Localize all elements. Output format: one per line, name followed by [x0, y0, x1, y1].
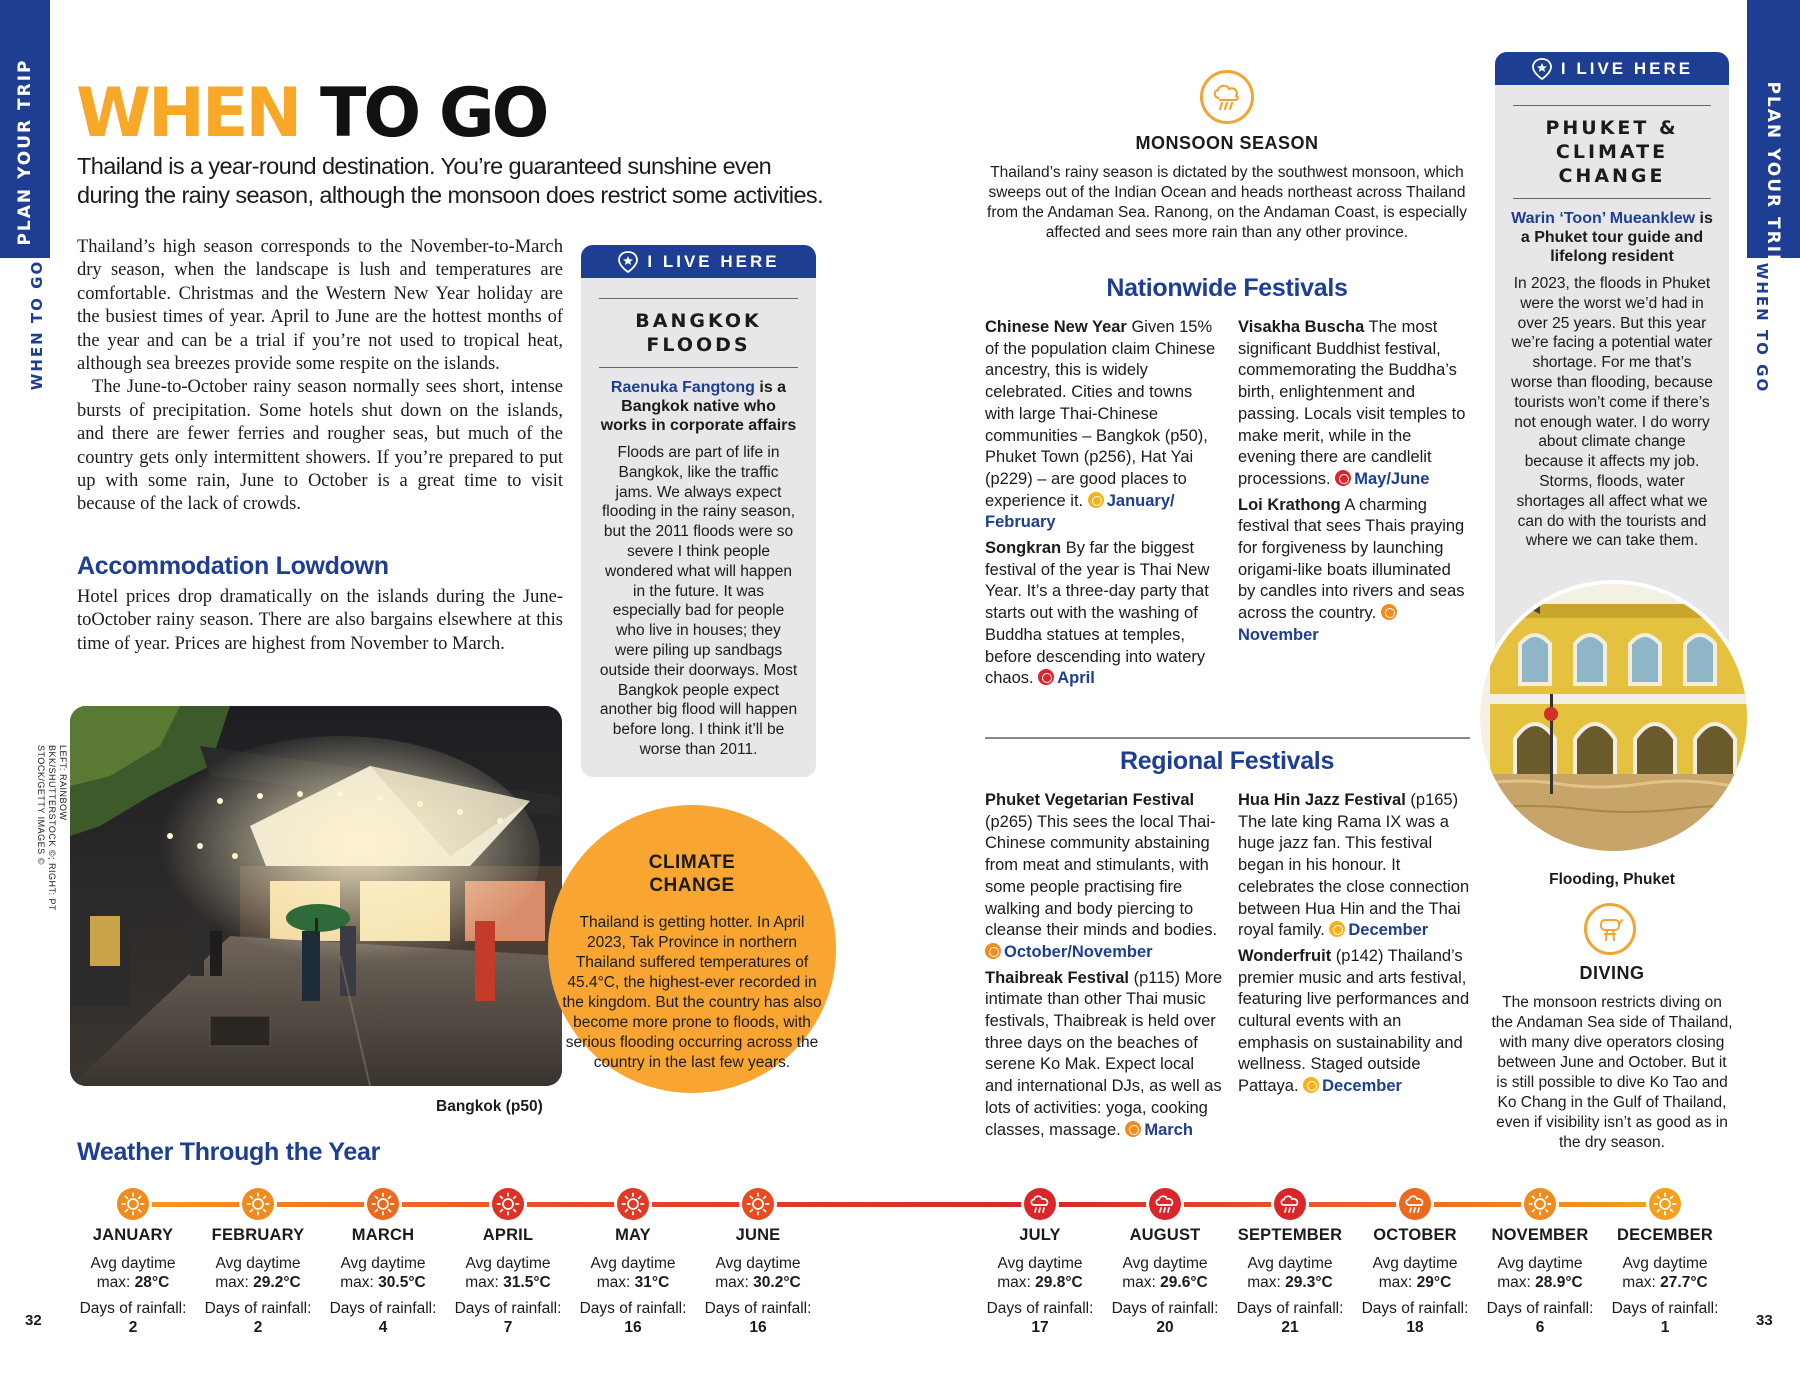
- bangkok-floods-box: [581, 245, 816, 777]
- weather-rain-icon: [1024, 1188, 1056, 1220]
- weather-max: [1100, 1273, 1230, 1292]
- festival-month: October/November: [1004, 942, 1153, 961]
- phuket-box-title-line3: CHANGE: [1558, 165, 1666, 187]
- phuket-box-title-line2: CLIMATE: [1555, 141, 1669, 163]
- bangkok-box-title-line1: BANGKOK: [635, 310, 762, 332]
- weather-max-temp: 30.2°C: [753, 1274, 801, 1291]
- weather-sun-icon: [742, 1188, 774, 1220]
- weather-avg-label: Avg daytime: [1497, 1255, 1583, 1272]
- weather-max: [975, 1273, 1105, 1292]
- body-text: [77, 236, 563, 517]
- page-title: [76, 74, 546, 154]
- weather-month-name: SEPTEMBER: [1237, 1226, 1343, 1244]
- festival-entry: [1238, 317, 1470, 491]
- festival-name: Wonderfruit: [1238, 946, 1332, 965]
- regional-col-right: [1238, 790, 1470, 1102]
- weather-max: [318, 1273, 448, 1292]
- bangkok-box-person-desc: is a Bangkok native who works in corporate affairs: [600, 379, 797, 434]
- festival-month: May/June: [1354, 469, 1430, 488]
- weather-rain-days: 1: [1660, 1319, 1670, 1336]
- weather-month-september: [1225, 1226, 1355, 1337]
- page-number-right: 33: [1756, 1312, 1773, 1329]
- weather-rain-days: 7: [503, 1319, 513, 1336]
- festival-month: April: [1057, 669, 1095, 688]
- weather-max-label: max:: [715, 1274, 754, 1291]
- weather-avg-label: Avg daytime: [715, 1255, 801, 1272]
- weather-month-name: JANUARY: [92, 1226, 174, 1244]
- weather-rain-icon: [1399, 1188, 1431, 1220]
- festival-name: Phuket Vegetarian Festival: [985, 791, 1195, 809]
- weather-max: [1475, 1273, 1605, 1292]
- climate-circle-title-line2: CHANGE: [649, 875, 735, 896]
- bangkok-box-header: [581, 245, 816, 278]
- sun-icon: [621, 1192, 645, 1216]
- weather-rain-label: Days of rainfall:: [454, 1300, 562, 1317]
- regional-heading: Regional Festivals: [1119, 747, 1335, 775]
- accommodation-heading: Accommodation Lowdown: [77, 552, 389, 580]
- weather-rain-days: 17: [1031, 1319, 1049, 1336]
- weather-rain-label: Days of rainfall:: [1486, 1300, 1594, 1317]
- photo-caption-bangkok: Bangkok (p50): [436, 1098, 543, 1115]
- bangkok-box-person: [581, 378, 816, 435]
- festival-sun-icon: [1303, 1077, 1319, 1093]
- festival-entry: [1238, 946, 1470, 1098]
- weather-month-april: [443, 1226, 573, 1337]
- festival-text: (p265) This sees the local Thai-Chinese community abstaining from meat and stimulants, with some people practising fire walking and body piercing to cleanse their minds and bodies.: [985, 812, 1218, 940]
- side-tab-left-label: PLAN YOUR TRIP: [15, 58, 35, 246]
- weather-month-february: [193, 1226, 323, 1337]
- weather-month-name: NOVEMBER: [1491, 1226, 1589, 1244]
- photo-credit: LEFT: RAINBOW BKK/SHUTTERSTOCK ©; RIGHT: PT STOCK/GETTY IMAGES ©: [36, 745, 68, 911]
- weather-max-label: max:: [1497, 1274, 1536, 1291]
- weather-max-temp: 28°C: [134, 1274, 170, 1291]
- intro-text: Thailand is a year-round destination. You’re guaranteed sunshine even during the rainy season, although the monsoon does restrict some activities.: [77, 153, 823, 208]
- phuket-box-quote: In 2023, the floods in Phuket were the worst we’d had in over 25 years. But this year we’re facing a potential water shortage. For me that’s worse than flooding, because tourists won’t come if there’s not enough water. I do worry about climate change because it affects my job. Storms, floods, water shortages all affect what we can do with the tourists and where we can take them.: [1511, 275, 1713, 550]
- weather-rain-label: Days of rainfall:: [1111, 1300, 1219, 1317]
- sun-icon: [1528, 1192, 1552, 1216]
- diving-icon: [1584, 903, 1636, 955]
- weather-max: [1600, 1273, 1730, 1292]
- weather-sun-icon: [492, 1188, 524, 1220]
- weather-max: [693, 1273, 823, 1292]
- weather-month-name: FEBRUARY: [211, 1226, 305, 1244]
- weather-max-label: max:: [1122, 1274, 1161, 1291]
- weather-rain-days: 2: [253, 1319, 263, 1336]
- nationwide-col-left: [985, 317, 1225, 694]
- bangkok-box-person-name: Raenuka Fangtong: [610, 379, 755, 396]
- weather-max: [1225, 1273, 1355, 1292]
- nationwide-col-right: [1238, 317, 1470, 651]
- photo-caption-phuket: Flooding, Phuket: [1549, 871, 1675, 888]
- weather-sun-icon: [117, 1188, 149, 1220]
- festival-month: March: [1144, 1120, 1193, 1139]
- weather-max-label: max:: [1622, 1274, 1661, 1291]
- festival-text: (p165) The late king Rama IX was a huge jazz fan. This festival began in his honour. It celebrates the close connection between Hua Hin and the Thai royal family.: [1238, 791, 1470, 940]
- weather-rain-icon: [1149, 1188, 1181, 1220]
- festival-month: January/ February: [985, 491, 1175, 532]
- weather-month-name: OCTOBER: [1373, 1226, 1457, 1244]
- sun-icon: [746, 1192, 770, 1216]
- monsoon-title: MONSOON SEASON: [1135, 133, 1319, 153]
- section-divider: [985, 737, 1470, 739]
- weather-avg-label: Avg daytime: [1622, 1255, 1708, 1272]
- bangkok-market-illustration: [70, 706, 562, 1086]
- rain-cloud-icon: [1153, 1192, 1177, 1216]
- bangkok-photo: [70, 706, 562, 1086]
- weather-max-temp: 29.2°C: [253, 1274, 301, 1291]
- weather-month-name: MAY: [615, 1226, 651, 1244]
- weather-max-temp: 31.5°C: [503, 1274, 551, 1291]
- weather-month-october: [1350, 1226, 1480, 1337]
- page-number-left: 32: [25, 1312, 42, 1329]
- side-tab-right-sublabel: WHEN TO GO: [1753, 262, 1771, 394]
- festival-text: The most significant Buddhist festival, commemorating the Buddha’s birth, enlightenment and passing. Locals visit temples to make merit, while in the evening there are candlelit processions.: [1238, 318, 1466, 488]
- phuket-flood-photo: [1476, 580, 1751, 855]
- weather-max-label: max:: [465, 1274, 504, 1291]
- weather-avg-label: Avg daytime: [1247, 1255, 1333, 1272]
- climate-change-circle: [548, 805, 836, 1093]
- sun-icon: [1653, 1192, 1677, 1216]
- weather-max-label: max:: [340, 1274, 379, 1291]
- weather-rain-days: 21: [1281, 1319, 1299, 1336]
- rain-cloud-icon: [1403, 1192, 1427, 1216]
- festival-text: Given 15% of the population claim Chinese ancestry, this is widely celebrated. Cities and towns with large Thai-Chinese communities – Bangkok (p50), Phuket Town (p256), Hat Yai (p229) – are good places to experience it.: [985, 318, 1216, 510]
- weather-max: [68, 1273, 198, 1292]
- weather-heading: Weather Through the Year: [77, 1138, 381, 1166]
- weather-rain-label: Days of rainfall:: [704, 1300, 812, 1317]
- weather-max-label: max:: [215, 1274, 254, 1291]
- sun-icon: [246, 1192, 270, 1216]
- festival-sun-icon: [1038, 669, 1054, 685]
- weather-month-january: [68, 1226, 198, 1337]
- festival-text: By far the biggest festival of the year is Thai New Year. It’s a three-day party that starts out with the washing of Buddha statues at temples, before descending into watery chaos.: [985, 539, 1210, 688]
- sun-icon: [121, 1192, 145, 1216]
- festival-sun-icon: [1088, 492, 1104, 508]
- weather-rain-days: 2: [128, 1319, 138, 1336]
- phuket-box-title-line1: PHUKET &: [1545, 117, 1679, 139]
- weather-avg-label: Avg daytime: [1122, 1255, 1208, 1272]
- festival-name: Songkran: [985, 539, 1062, 558]
- festival-entry: [985, 538, 1225, 690]
- weather-month-name: JULY: [1019, 1226, 1061, 1244]
- phuket-box-header-label: I LIVE HERE: [1560, 58, 1694, 78]
- diver-icon: [1595, 914, 1625, 944]
- nationwide-heading: Nationwide Festivals: [1106, 274, 1348, 302]
- weather-max: [443, 1273, 573, 1292]
- weather-month-december: [1600, 1226, 1730, 1337]
- weather-rain-label: Days of rainfall:: [1361, 1300, 1469, 1317]
- weather-max-label: max:: [96, 1274, 135, 1291]
- weather-avg-label: Avg daytime: [90, 1255, 176, 1272]
- weather-month-name: MARCH: [351, 1226, 415, 1244]
- festival-text: (p142) Thailand’s premier music and arts festival, featuring live performances and cultural events with an emphasis on sustainability and wellness. Staged outside Pattaya.: [1238, 946, 1470, 1096]
- weather-max-temp: 29.8°C: [1035, 1274, 1083, 1291]
- weather-sun-icon: [367, 1188, 399, 1220]
- festival-name: Chinese New Year: [985, 318, 1127, 336]
- weather-month-november: [1475, 1226, 1605, 1337]
- phuket-climate-box: [1495, 52, 1729, 672]
- diving-text: The monsoon restricts diving on the Andaman Sea side of Thailand, with many dive operators closing between June and October. But it is still possible to dive Ko Tao and Ko Chang in the Gulf of Thailand, even if visibility isn’t as good as in the dry season.: [1491, 994, 1733, 1151]
- weather-sun-icon: [1649, 1188, 1681, 1220]
- regional-col-left: [985, 790, 1225, 1145]
- festival-name: Visakha Buscha: [1238, 318, 1365, 336]
- body-paragraph: The June-to-October rainy season normally sees short, intense bursts of precipitation. Some hotels shut down on the islands, and there are fewer ferries and rougher seas, but much of the country gets only intermittent showers. If you’re prepared to put up with some rain, June to October is a great time to visit because of the lack of crowds.: [77, 377, 563, 515]
- weather-avg-label: Avg daytime: [340, 1255, 426, 1272]
- weather-avg-label: Avg daytime: [465, 1255, 551, 1272]
- weather-max: [568, 1273, 698, 1292]
- festival-name: Loi Krathong: [1238, 495, 1341, 514]
- diving-title: DIVING: [1579, 963, 1645, 983]
- weather-avg-label: Avg daytime: [590, 1255, 676, 1272]
- weather-rain-label: Days of rainfall:: [579, 1300, 687, 1317]
- side-tab-left-sublabel: WHEN TO GO: [28, 259, 46, 391]
- sun-icon: [371, 1192, 395, 1216]
- weather-rain-icon: [1274, 1188, 1306, 1220]
- weather-rain-label: Days of rainfall:: [329, 1300, 437, 1317]
- weather-max-temp: 29°C: [1416, 1274, 1452, 1291]
- weather-max-temp: 28.9°C: [1535, 1274, 1583, 1291]
- weather-rain-label: Days of rainfall:: [986, 1300, 1094, 1317]
- weather-avg-label: Avg daytime: [215, 1255, 301, 1272]
- festival-entry: [1238, 790, 1470, 942]
- festival-month: December: [1322, 1077, 1402, 1096]
- body-paragraph: Thailand’s high season corresponds to the November-to-March dry season, when the landscape is lush and temperatures are comfortable. Christmas and the Western New Year holiday are the busiest times of year. April to June are the hottest months of the year and can be a trial if you’re not used to tropical heat, although sea breezes provide some respite on the islands.: [77, 237, 563, 375]
- monsoon-text: Thailand’s rainy season is dictated by the southwest monsoon, which sweeps out of the Indian Ocean and heads northeast across Thailand from the Andaman Sea. Ranong, on the Andaman Coast, is especially affected and sees more rain than any other province.: [987, 164, 1467, 241]
- weather-avg-label: Avg daytime: [1372, 1255, 1458, 1272]
- weather-max-label: max:: [596, 1274, 635, 1291]
- weather-rain-days: 18: [1406, 1319, 1424, 1336]
- weather-month-name: AUGUST: [1129, 1226, 1201, 1244]
- weather-sun-icon: [1524, 1188, 1556, 1220]
- festival-month: November: [1238, 625, 1319, 644]
- weather-max: [193, 1273, 323, 1292]
- festival-sun-icon: [1381, 604, 1397, 620]
- weather-rain-label: Days of rainfall:: [204, 1300, 312, 1317]
- phuket-box-header: [1495, 52, 1729, 85]
- weather-rain-days: 4: [378, 1319, 388, 1336]
- rain-cloud-icon: [1210, 82, 1244, 112]
- weather-rain-label: Days of rainfall:: [79, 1300, 187, 1317]
- weather-sun-icon: [617, 1188, 649, 1220]
- phuket-box-person: [1495, 209, 1729, 266]
- weather-max-label: max:: [1378, 1274, 1417, 1291]
- weather-rain-label: Days of rainfall:: [1236, 1300, 1344, 1317]
- weather-month-march: [318, 1226, 448, 1337]
- festival-text: (p115) More intimate than other Thai music festivals, Thaibreak is held over three days on the beaches of serene Ko Mak. Expect local and international DJs, as well as lots of activities: yoga, cooking classes, massage.: [985, 968, 1223, 1139]
- weather-month-july: [975, 1226, 1105, 1337]
- weather-month-name: JUNE: [735, 1226, 781, 1244]
- sun-icon: [496, 1192, 520, 1216]
- festival-text: A charming festival that sees Thais praying for forgiveness by launching origami-like boats illuminated by candles into rivers and seas across the country.: [1238, 495, 1465, 623]
- weather-max-temp: 30.5°C: [378, 1274, 426, 1291]
- festival-name: Thaibreak Festival: [985, 968, 1129, 987]
- bangkok-box-header-label: I LIVE HERE: [647, 251, 780, 271]
- festival-sun-icon: [985, 943, 1001, 959]
- weather-month-name: DECEMBER: [1616, 1226, 1714, 1244]
- weather-month-august: [1100, 1226, 1230, 1337]
- weather-rain-days: 20: [1156, 1319, 1174, 1336]
- weather-max: [1350, 1273, 1480, 1292]
- weather-max-label: max:: [1247, 1274, 1286, 1291]
- festival-sun-icon: [1335, 470, 1351, 486]
- weather-rain-days: 16: [624, 1319, 642, 1336]
- weather-max-label: max:: [997, 1274, 1036, 1291]
- festival-name: Hua Hin Jazz Festival: [1238, 791, 1406, 809]
- weather-max-temp: 27.7°C: [1660, 1274, 1708, 1291]
- rain-cloud-icon: [1028, 1192, 1052, 1216]
- weather-rain-label: Days of rainfall:: [1611, 1300, 1719, 1317]
- festival-entry: [985, 790, 1225, 964]
- location-pin-star-icon: [617, 251, 639, 273]
- weather-max-temp: 29.3°C: [1285, 1274, 1333, 1291]
- weather-month-june: [693, 1226, 823, 1337]
- phuket-building-illustration: [1480, 584, 1751, 855]
- accommodation-text: Hotel prices drop dramatically on the islands during the June-toOctober rainy season. There are also bargains elsewhere at this time of year. Prices are highest from November to March.: [77, 587, 563, 654]
- festival-entry: [985, 968, 1225, 1142]
- festival-entry: [985, 317, 1225, 534]
- weather-month-may: [568, 1226, 698, 1337]
- weather-rain-days: 6: [1535, 1319, 1545, 1336]
- weather-month-name: APRIL: [482, 1226, 534, 1244]
- festival-sun-icon: [1329, 921, 1345, 937]
- location-pin-star-icon: [1531, 58, 1553, 80]
- festival-sun-icon: [1125, 1121, 1141, 1137]
- weather-rain-days: 16: [749, 1319, 767, 1336]
- bangkok-box-quote: Floods are part of life in Bangkok, like the traffic jams. We always expect flooding in the rainy season, but the 2011 floods were so severe I think people wondered what will happen in the future. It was especially bad for people who live in houses; they were piling up sandbags outside their doorways. Most Bangkok people expect another big flood will happen before long. I think it’ll be worse than 2011.: [599, 444, 798, 758]
- climate-circle-title-line1: CLIMATE: [648, 852, 736, 873]
- rain-cloud-icon: [1278, 1192, 1302, 1216]
- side-tab-right-label: PLAN YOUR TRIP: [1763, 81, 1783, 269]
- monsoon-icon: [1200, 70, 1254, 124]
- phuket-box-person-name: Warin ‘Toon’ Mueanklew: [1511, 210, 1696, 227]
- festival-month: December: [1348, 921, 1429, 940]
- climate-circle-text: Thailand is getting hotter. In April 2023, Tak Province in northern Thailand suffered temperatures of 45.4°C, the highest-ever recorded in the kingdom. But the country has also become more prone to floods, with serious flooding occurring across the country in the last few years.: [562, 914, 822, 1071]
- weather-max-temp: 31°C: [634, 1274, 670, 1291]
- weather-avg-label: Avg daytime: [997, 1255, 1083, 1272]
- page-title-part1: WHEN: [76, 74, 300, 153]
- phuket-box-person-desc: is a Phuket tour guide and lifelong resident: [1520, 210, 1713, 265]
- festival-entry: [1238, 495, 1470, 647]
- weather-max-temp: 29.6°C: [1160, 1274, 1208, 1291]
- bangkok-box-title-line2: FLOODS: [646, 334, 751, 356]
- page-title-part2: TO GO: [299, 74, 547, 153]
- weather-sun-icon: [242, 1188, 274, 1220]
